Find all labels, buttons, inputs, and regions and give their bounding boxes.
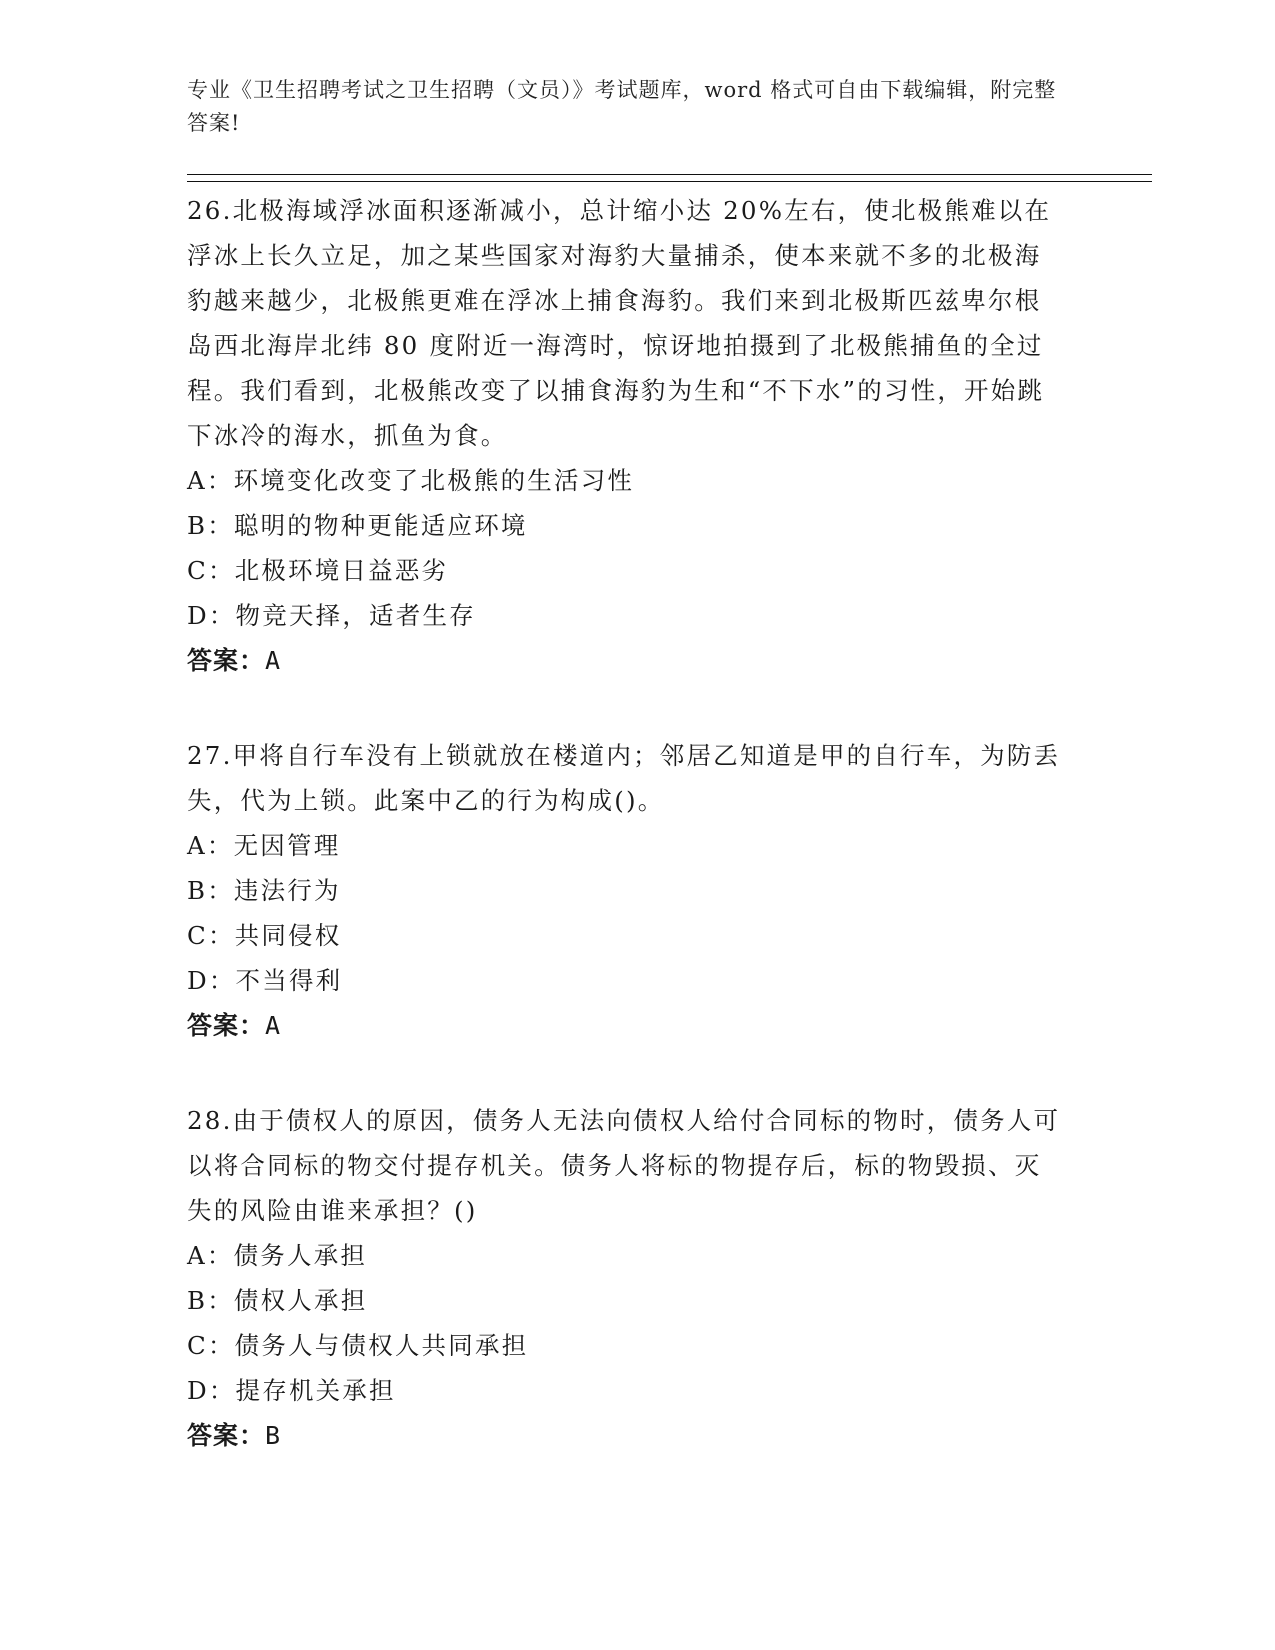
option-d: D：不当得利	[187, 966, 343, 995]
answer-value: B	[265, 1421, 282, 1450]
option-c: C：债务人与债权人共同承担	[187, 1331, 529, 1360]
question-28	[187, 1098, 1067, 1458]
option-a: A：环境变化改变了北极熊的生活习性	[187, 466, 635, 495]
answer-label: 答案：	[187, 646, 266, 675]
header-divider-top	[187, 174, 1152, 175]
option-a: A：无因管理	[187, 831, 341, 860]
question-26	[187, 188, 1067, 683]
header-divider-bottom	[187, 181, 1152, 182]
question-text: 28.由于债权人的原因，债务人无法向债权人给付合同标的物时，债务人可以将合同标的物交付提存机关。债务人将标的物提存后，标的物毁损、灭失的风险由谁来承担？()	[187, 1106, 1061, 1225]
answer-label: 答案：	[187, 1011, 266, 1040]
answer-value: A	[265, 1011, 282, 1040]
option-b: B：聪明的物种更能适应环境	[187, 511, 528, 540]
question-27	[187, 733, 1067, 1048]
option-c: C：北极环境日益恶劣	[187, 556, 449, 585]
option-c: C：共同侵权	[187, 921, 342, 950]
option-a: A：债务人承担	[187, 1241, 368, 1270]
answer-line	[187, 1413, 1067, 1458]
option-b: B：违法行为	[187, 876, 341, 905]
option-d: D：提存机关承担	[187, 1376, 396, 1405]
question-text: 27.甲将自行车没有上锁就放在楼道内；邻居乙知道是甲的自行车，为防丢失，代为上锁。此案中乙的行为构成()。	[187, 741, 1061, 815]
option-d: D：物竞天择，适者生存	[187, 601, 476, 630]
answer-line	[187, 638, 1067, 683]
option-b: B：债权人承担	[187, 1286, 368, 1315]
question-text: 26.北极海域浮冰面积逐渐减小，总计缩小达 20%左右，使北极熊难以在浮冰上长久立足，加之某些国家对海豹大量捕杀，使本来就不多的北极海豹越来越少，北极熊更难在浮冰上捕食海豹。我们来到北极斯匹兹卑尔根岛西北海岸北纬 80 度附近一海湾时，惊讶地拍摄到了北极熊捕鱼的全过程。我们看到，北极熊改变了以捕食海豹为生和“不下水”的习性，开始跳下冰冷的海水，抓鱼为食。	[187, 196, 1052, 450]
answer-value: A	[265, 646, 282, 675]
answer-label: 答案：	[187, 1421, 266, 1450]
document-header: 专业《卫生招聘考试之卫生招聘（文员）》考试题库，word 格式可自由下载编辑，附完整答案!	[187, 78, 1057, 135]
answer-line	[187, 1003, 1067, 1048]
